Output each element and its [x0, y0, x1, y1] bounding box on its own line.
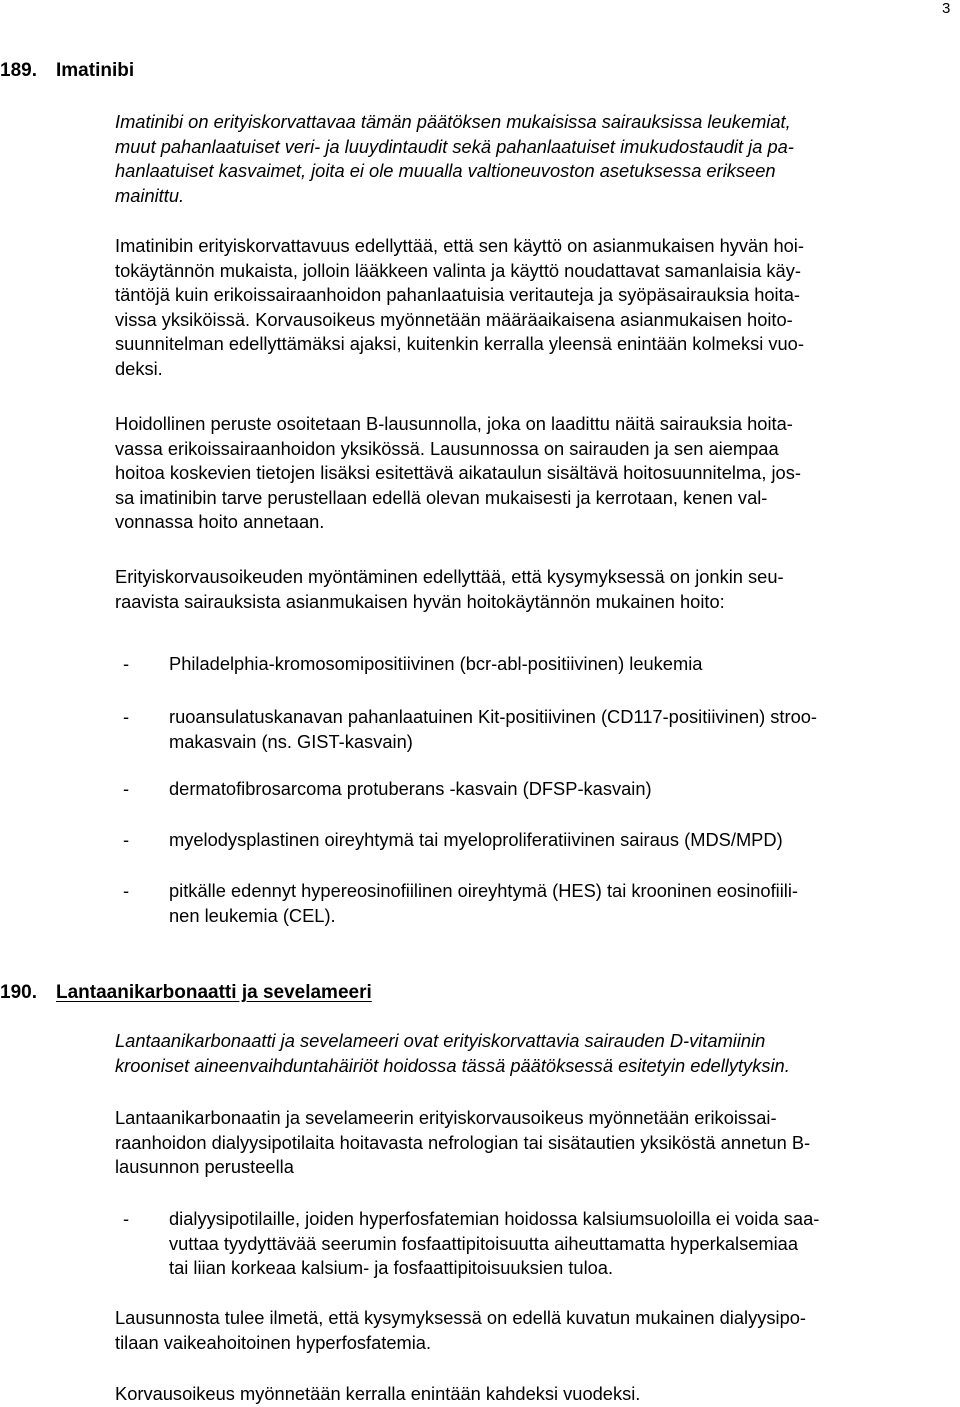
list-item: - pitkälle edennyt hypereosinofiilinen oireyhtymä (HES) tai krooninen eosinofiili- nen leukemia (CEL).: [115, 879, 960, 928]
list-item-line: Philadelphia-kromosomipositiivinen (bcr-abl-positiivinen) leukemia: [169, 653, 703, 674]
list-item: - dialyysipotilaille, joiden hyperfosfatemian hoidossa kalsiumsuoloilla ei voida saa- vuttaa tyydyttävää seerumin fosfaattipitoisuutta aiheuttamatta hyperkalsemiaa tai liian korkeaa kalsium- ja fosfaattipitoisuuksien tuloa.: [115, 1207, 960, 1281]
paragraph-duration: [115, 1382, 960, 1407]
paragraph-line: deksi.: [115, 357, 163, 379]
page-number: 3: [942, 0, 951, 17]
paragraph-line: Lausunnosta tulee ilmetä, että kysymyksessä on edellä kuvatun mukainen dialyysipo-: [115, 1307, 807, 1328]
section-heading-189: [0, 59, 134, 83]
intro-line: krooniset aineenvaihduntahäiriöt hoidossa tässä päätöksessä esitetyin edellytyksin.: [115, 1054, 790, 1076]
paragraph-line: sa imatinibin tarve perustellaan edellä olevan mukaisesti ja kerrotaan, kenen val-: [115, 486, 768, 508]
paragraph-line: Erityiskorvausoikeuden myöntäminen edellyttää, että kysymyksessä on jonkin seu-: [115, 566, 784, 587]
intro-line: Lantaanikarbonaatti ja sevelameeri ovat erityiskorvattavia sairauden D-vitamiinin: [115, 1030, 766, 1051]
paragraph-line: Lantaanikarbonaatin ja sevelameerin erityiskorvausoikeus myönnetään erikoissai-: [115, 1107, 777, 1128]
list-item: - dermatofibrosarcoma protuberans -kasvain (DFSP-kasvain): [115, 777, 960, 802]
paragraph-line: vonnassa hoito annetaan.: [115, 511, 325, 533]
section-number: 189.: [0, 60, 37, 81]
paragraph-eligibility-190: [115, 1106, 960, 1180]
list-item: - Philadelphia-kromosomipositiivinen (bcr-abl-positiivinen) leukemia: [115, 652, 960, 677]
section-title: Lantaanikarbonaatti ja sevelameeri: [56, 982, 372, 1003]
list-item-line: tai liian korkeaa kalsium- ja fosfaattipitoisuuksien tuloa.: [169, 1257, 614, 1279]
paragraph-line: täntöjä kuin erikoissairaanhoidon pahanlaatuisia veritauteja ja syöpäsairauksia hoita-: [115, 284, 800, 306]
section-number: 190.: [0, 982, 37, 1003]
paragraph-line: vassa erikoissairaanhoidon yksikössä. Lausunnossa on sairauden ja sen aiempaa: [115, 437, 779, 459]
intro-line: muut pahanlaatuiset veri- ja luuydintaudit sekä pahanlaatuiset imukudostaudit ja pa-: [115, 135, 794, 157]
intro-line: mainittu.: [115, 184, 185, 206]
paragraph-line: hoitoa koskevien tietojen lisäksi esitettävä aikataulun sisältävä hoitosuunnitelma, jos-: [115, 462, 801, 484]
paragraph-line: raanhoidon dialyysipotilaita hoitavasta nefrologian tai sisätautien yksiköstä annetun B-: [115, 1131, 811, 1153]
paragraph-eligibility: [115, 234, 960, 382]
list-item-line: dialyysipotilaille, joiden hyperfosfatemian hoidossa kalsiumsuoloilla ei voida saa-: [169, 1208, 820, 1229]
list-item-line: pitkälle edennyt hypereosinofiilinen oireyhtymä (HES) tai krooninen eosinofiili-: [169, 880, 798, 901]
paragraph-statement-requirement: [115, 1306, 960, 1355]
list-item: - ruoansulatuskanavan pahanlaatuinen Kit-positiivinen (CD117-positiivinen) stroo- makasvain (ns. GIST-kasvain): [115, 705, 960, 754]
paragraph-line: suunnitelman edellyttämäksi ajaksi, kuitenkin kerralla yleensä enintään kolmeksi vuo-: [115, 333, 804, 355]
paragraph-line: lausunnon perusteella: [115, 1156, 294, 1178]
intro-line: Imatinibi on erityiskorvattavaa tämän päätöksen mukaisissa sairauksissa leukemiat,: [115, 111, 791, 132]
section-title: Imatinibi: [56, 60, 135, 81]
intro-line: hanlaatuiset kasvaimet, joita ei ole muualla valtioneuvoston asetuksessa erikseen: [115, 160, 776, 182]
paragraph-line: Hoidollinen peruste osoitetaan B-lausunnolla, joka on laadittu näitä sairauksia hoita-: [115, 413, 793, 434]
paragraph-conditions: [115, 565, 960, 614]
list-item-line: dermatofibrosarcoma protuberans -kasvain (DFSP-kasvain): [169, 778, 652, 799]
paragraph-line: Imatinibin erityiskorvattavuus edellyttää, että sen käyttö on asianmukaisen hyvän hoi-: [115, 235, 804, 256]
list-item-line: nen leukemia (CEL).: [169, 904, 336, 926]
section-intro-190: [115, 1029, 960, 1078]
list-item-line: makasvain (ns. GIST-kasvain): [169, 730, 413, 752]
section-heading-190: [0, 981, 372, 1005]
paragraph-line: vissa yksiköissä. Korvausoikeus myönnetään määräaikaisena asianmukaisen hoito-: [115, 308, 793, 330]
paragraph-line: Korvausoikeus myönnetään kerralla enintään kahdeksi vuodeksi.: [115, 1383, 641, 1404]
paragraph-line: tilaan vaikeahoitoinen hyperfosfatemia.: [115, 1331, 432, 1353]
list-item-line: vuttaa tyydyttävää seerumin fosfaattipitoisuutta aiheuttamatta hyperkalsemiaa: [169, 1232, 799, 1254]
list-item: - myelodysplastinen oireyhtymä tai myeloproliferatiivinen sairaus (MDS/MPD): [115, 828, 960, 853]
paragraph-line: raavista sairauksista asianmukaisen hyvän hoitokäytännön mukainen hoito:: [115, 590, 725, 612]
list-item-line: ruoansulatuskanavan pahanlaatuinen Kit-positiivinen (CD117-positiivinen) stroo-: [169, 706, 818, 727]
section-intro-189: [115, 110, 960, 208]
list-item-line: myelodysplastinen oireyhtymä tai myeloproliferatiivinen sairaus (MDS/MPD): [169, 829, 783, 850]
paragraph-b-statement: [115, 412, 960, 535]
paragraph-line: tokäytännön mukaista, jolloin lääkkeen valinta ja käyttö noudattavat samanlaisia käy-: [115, 259, 801, 281]
